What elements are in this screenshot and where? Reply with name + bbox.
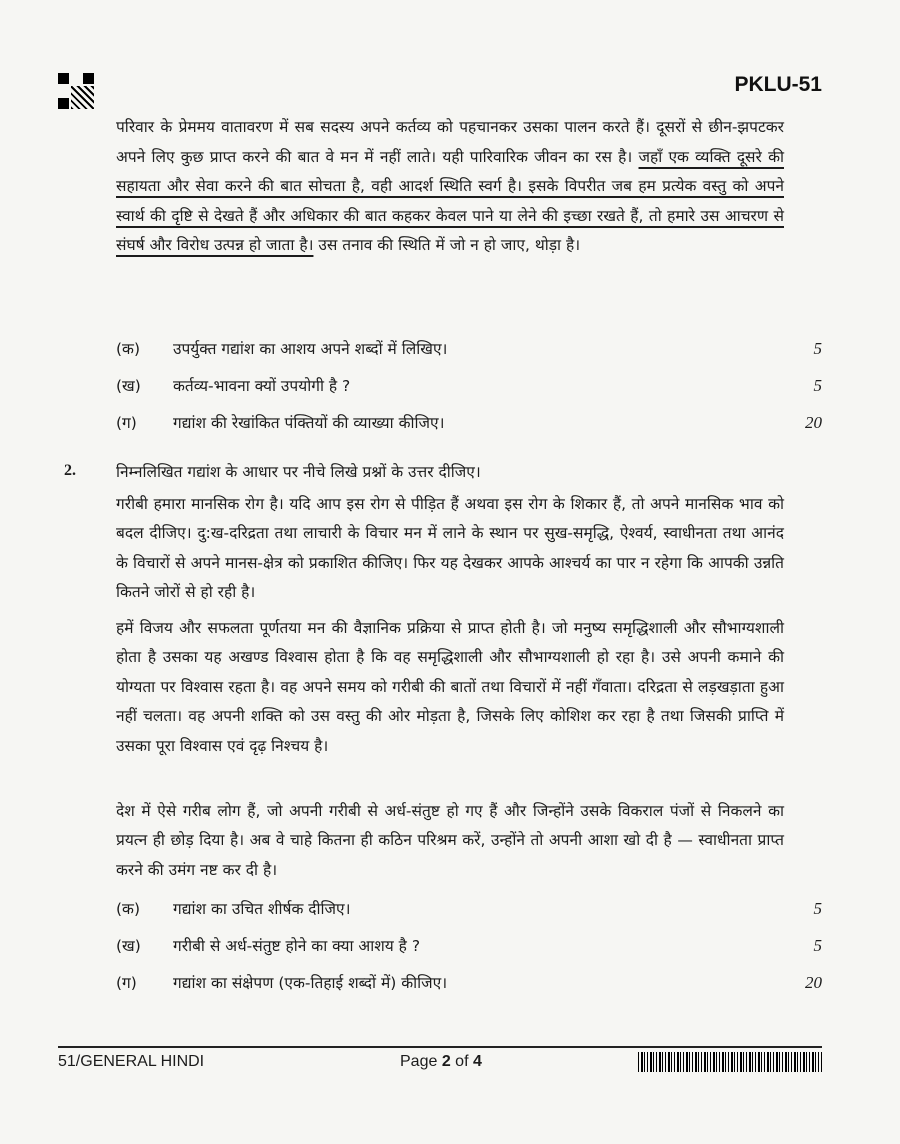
q2-sub-kha bbox=[116, 928, 822, 965]
sub-label: (ग) bbox=[116, 973, 137, 992]
q1-sub-ga bbox=[116, 405, 822, 442]
q2-passage-3: देश में ऐसे गरीब लोग हैं, जो अपनी गरीबी से अर्ध-संतुष्ट हो गए हैं और जिन्होंने उसके विकराल पंजों से निकलने का प्रयत्न ही छोड़ दिया है। अब वे चाहे कितना ही कठिन परिश्रम करें, उन्होंने तो अपनी आशा खो दी है — स्वाधीनता प्राप्त करने की उमंग नष्ट कर दी है। bbox=[116, 801, 784, 879]
sub-marks: 5 bbox=[813, 898, 822, 918]
q1-passage-intro: परिवार के प्रेममय वातावरण में सब सदस्य अपने कर्तव्य को पहचानकर उसका पालन करते हैं। दूसरों से छीन-झपटकर अपने लिए कुछ प्राप्त करने की बात वे मन में नहीं लाते। यही पारिवारिक जीवन का रस है। bbox=[116, 118, 784, 166]
q2-sub-ka bbox=[116, 891, 822, 928]
sub-text: गरीबी से अर्ध-संतुष्ट होने का क्या आशय है ? bbox=[173, 936, 421, 955]
sub-marks: 5 bbox=[813, 339, 822, 358]
sub-text: गद्यांश का संक्षेपण (एक-तिहाई शब्दों में) कीजिए। bbox=[173, 973, 448, 992]
footer-subject: 51/GENERAL HINDI bbox=[58, 1053, 205, 1070]
q1-passage bbox=[116, 113, 784, 321]
page-number: 2 bbox=[441, 1053, 451, 1070]
paper-code: PKLU-51 bbox=[734, 73, 822, 96]
footer-page-indicator bbox=[400, 1053, 482, 1071]
sub-text: उपर्युक्त गद्यांश का आशय अपने शब्दों में लिखिए। bbox=[173, 340, 448, 358]
q1-sub-ka bbox=[116, 331, 822, 368]
qr-code-icon bbox=[58, 73, 94, 109]
sub-label: (क) bbox=[116, 340, 140, 358]
page-total: 4 bbox=[472, 1053, 482, 1070]
page-mid: of bbox=[450, 1053, 473, 1070]
question-content bbox=[116, 113, 822, 1002]
sub-text: कर्तव्य-भावना क्यों उपयोगी है ? bbox=[173, 377, 351, 395]
sub-marks: 20 bbox=[805, 413, 822, 432]
q1-sub-kha bbox=[116, 368, 822, 405]
barcode-icon bbox=[638, 1052, 822, 1072]
sub-label: (ख) bbox=[116, 377, 141, 395]
sub-text: गद्यांश का उचित शीर्षक दीजिए। bbox=[173, 899, 351, 918]
question-number: 2. bbox=[64, 462, 76, 479]
q2-sub-ga bbox=[116, 965, 822, 1002]
page-prefix: Page bbox=[400, 1053, 442, 1070]
footer-divider bbox=[58, 1046, 822, 1048]
sub-text: गद्यांश की रेखांकित पंक्तियों की व्याख्या कीजिए। bbox=[173, 414, 445, 432]
q2-passage-2: हमें विजय और सफलता पूर्णतया मन की वैज्ञानिक प्रक्रिया से प्राप्त होती है। जो मनुष्य समृद्धिशाली और सौभाग्यशाली होता है उसका यह अखण्ड विश्वास होता है कि वह समृद्धिशाली और सौभाग्यशाली हो रहा है। उसे अपनी कमाने की योग्यता पर विश्वास रहता है। वह अपने समय को गरीबी की बातों तथा विचारों में नहीं गँवाता। दरिद्रता से लड़खड़ाता हुआ नहीं चलता। वह अपनी शक्ति को उस वस्तु की ओर मोड़ता है, जिसके लिए कोशिश कर रहा है तथा जिसकी प्राप्ति में उसका पूरा विश्वास एवं दृढ़ निश्चय है। bbox=[116, 618, 784, 755]
sub-label: (ग) bbox=[116, 414, 137, 432]
q1-underlined-lines: जहाँ एक व्यक्ति दूसरे की सहायता और सेवा करने की बात सोचता है, वही आदर्श स्थिति स्वर्ग है। इसके विपरीत जब हम प्रत्येक वस्तु को अपने स्वार्थ की दृष्टि से देखते हैं और अधिकार की बात कहकर केवल पाने या लेने की इच्छा रखते हैं, तो हमारे उस आचरण से संघर्ष और विरोध उत्पन्न हो जाता है। bbox=[116, 147, 784, 254]
sub-marks: 20 bbox=[805, 972, 822, 992]
q2-passage-1: गरीबी हमारा मानसिक रोग है। यदि आप इस रोग से पीड़ित हैं अथवा इस रोग के शिकार हैं, तो अपने मानसिक भाव को बदल दीजिए। दु:ख-दरिद्रता तथा लाचारी के विचार मन में लाने के स्थान पर सुख-समृद्धि, ऐश्वर्य, स्वाधीनता तथा आनंद के विचारों से अपने मानस-क्षेत्र को प्रकाशित कीजिए। फिर यह देखकर आपके आश्चर्य का पार न रहेगा कि आपकी उन्नति कितने जोरों से हो रही है। bbox=[116, 494, 784, 601]
sub-label: (क) bbox=[116, 899, 140, 918]
sub-marks: 5 bbox=[813, 376, 822, 395]
q1-passage-end: उस तनाव की स्थिति में जो न हो जाए, थोड़ा है। bbox=[313, 236, 581, 254]
sub-marks: 5 bbox=[813, 935, 822, 955]
q2-instruction: निम्नलिखित गद्यांश के आधार पर नीचे लिखे प्रश्नों के उत्तर दीजिए। bbox=[116, 463, 481, 481]
sub-label: (ख) bbox=[116, 936, 141, 955]
